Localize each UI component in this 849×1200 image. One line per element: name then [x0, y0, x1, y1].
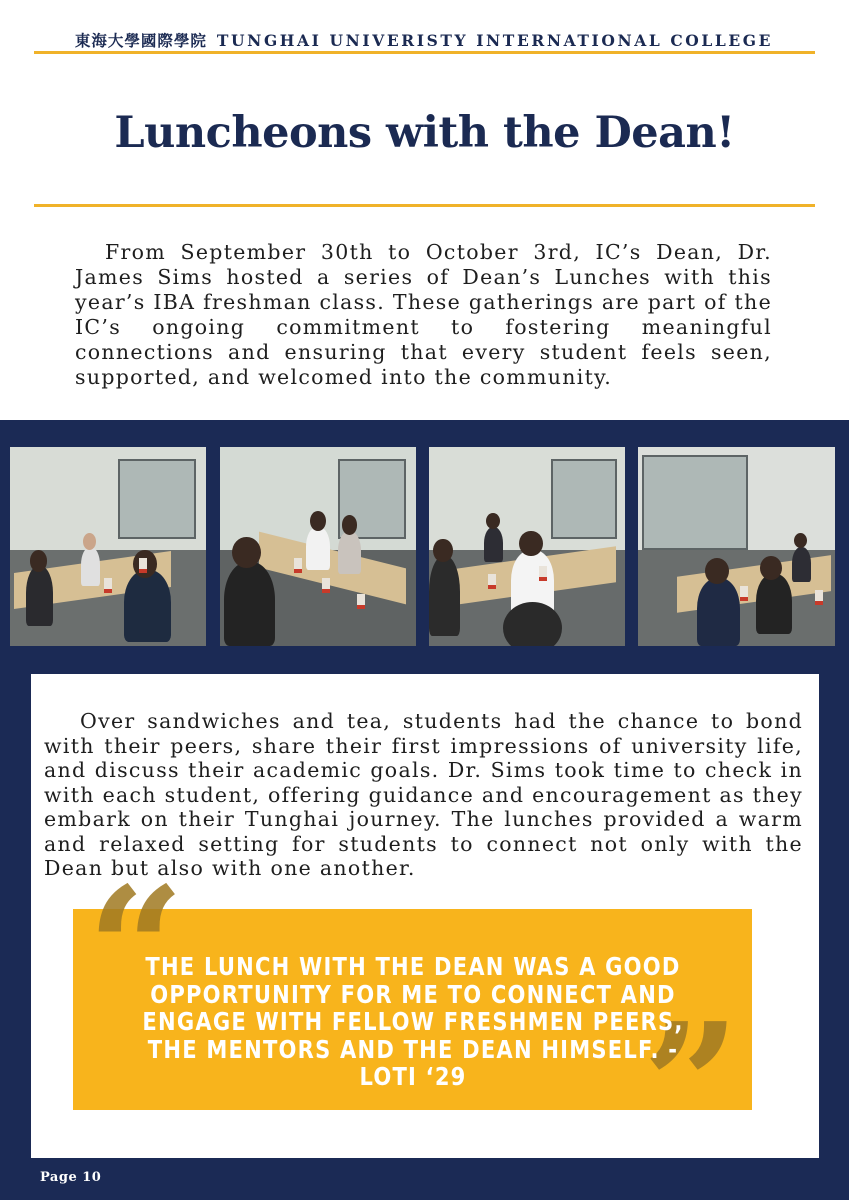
open-quote-mark: “: [87, 850, 185, 1050]
lunch-photo-2: [220, 447, 416, 646]
intro-paragraph: From September 30th to October 3rd, IC’s Dean, Dr. James Sims hosted a series of Dean’s Lunches with this year’s IBA freshman class. These gatherings are part of the IC’s ongoing commitment to fostering meaningful connections and ensuring that every student feels seen, supported, and welcomed into the community.: [75, 240, 772, 389]
page-header: [34, 26, 814, 54]
quote-text: THE LUNCH WITH THE DEAN WAS A GOOD OPPORTUNITY FOR ME TO CONNECT AND ENGAGE WITH FELLOW FRESHMEN PEERS, THE MENTORS AND THE DEAN HIMSELF. - LOTI ‘29: [142, 952, 684, 1091]
header-english-name: TUNGHAI UNIVERISTY INTERNATIONAL COLLEGE: [216, 30, 774, 50]
student-quote: [73, 850, 752, 1186]
lunch-photo-4: [638, 447, 835, 646]
header-rule: [34, 51, 815, 54]
title-rule: [34, 204, 815, 207]
close-quote-mark: ”: [642, 986, 740, 1186]
header-chinese-name: 東海大學國際學院: [74, 32, 207, 50]
page-number: Page 10: [40, 1170, 102, 1185]
lunch-photo-3: [429, 447, 625, 646]
body-paragraph: Over sandwiches and tea, students had the chance to bond with their peers, share their first impressions of university life, and discuss their academic goals. Dr. Sims took time to check in with each student, offering guidance and encouragement as they embark on their Tunghai journey. The lunches provided a warm and relaxed setting for students to connect not only with the Dean but also with one another.: [44, 709, 803, 880]
page-title: Luncheons with the Dean!: [114, 108, 735, 158]
lunch-photo-1: [10, 447, 206, 646]
